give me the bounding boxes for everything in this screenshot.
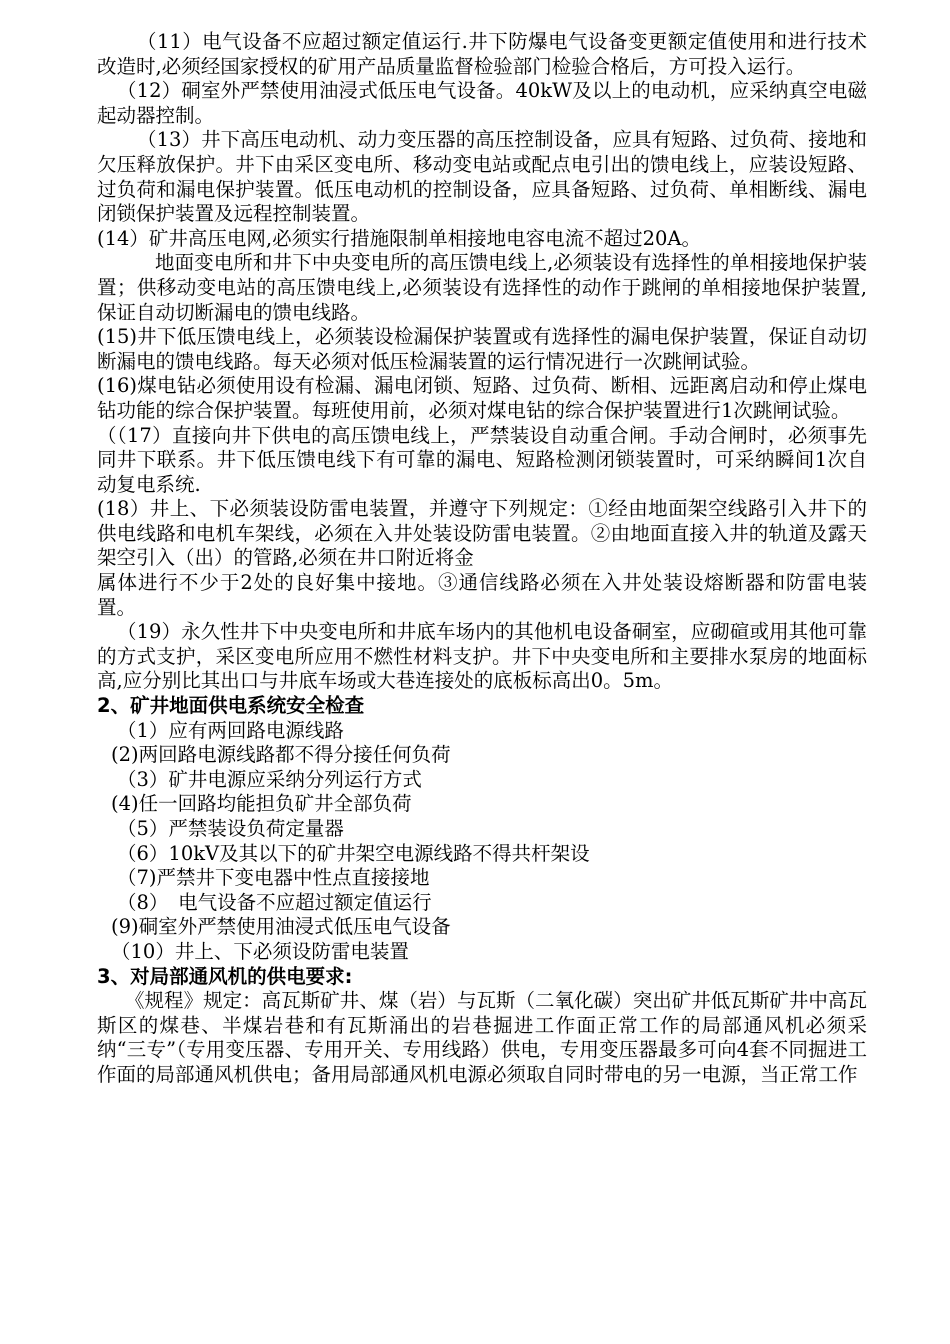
section-2-list [97, 719, 867, 965]
paragraph-item-19: （19）永久性井下中央变电所和井底车场内的其他机电设备硐室，应砌碹或用其他可靠的方式支护，采区变电所应用不燃性材料支护。井下中央变电所和主要排水泵房的地面标高,应分别比其出口与井底车场或大巷连接处的底板标高出0。5m。 [97, 620, 867, 693]
section-3-heading: 3、对局部通风机的供电要求: [97, 964, 353, 988]
list-item: （1）应有两回路电源线路 [117, 718, 344, 742]
list-item: （8） 电气设备不应超过额定值运行 [117, 890, 432, 914]
list-item: （3）矿井电源应采纳分列运行方式 [117, 767, 422, 791]
paragraph-item-14-continued: 地面变电所和井下中央变电所的高压馈电线上,必须装设有选择性的单相接地保护装置；供移动变电站的高压馈电线上,必须装设有选择性的动作于跳闸的单相接地保护装置,保证自动切断漏电的馈电线路。 [97, 251, 867, 324]
list-item: （6）10kV及其以下的矿井架空电源线路不得共杆架设 [117, 841, 590, 865]
section-2-heading: 2、矿井地面供电系统安全检查 [97, 694, 365, 718]
paragraph-item-12: （12）硐室外严禁使用油浸式低压电气设备。40kW及以上的电动机，应采纳真空电磁起动器控制。 [97, 79, 867, 127]
paragraph-item-15: (15)井下低压馈电线上，必须装设检漏保护装置或有选择性的漏电保护装置，保证自动切断漏电的馈电线路。每天必须对低压检漏装置的运行情况进行一次跳闸试验。 [97, 325, 867, 373]
paragraph-item-14: (14）矿井高压电网,必须实行措施限制单相接地电容电流不超过20A。 [97, 226, 702, 250]
paragraph-item-11: （11）电气设备不应超过额定值运行.井下防爆电气设备变更额定值使用和进行技术改造时,必须经国家授权的矿用产品质量监督检验部门检验合格后，方可投入运行。 [97, 30, 867, 78]
section-3-body: 《规程》规定：高瓦斯矿井、煤（岩）与瓦斯（二氧化碳）突出矿井低瓦斯矿井中高瓦斯区的煤巷、半煤岩巷和有瓦斯涌出的岩巷掘进工作面正常工作的局部通风机必须采纳“三专”（专用变压器、专用开关、专用线路）供电，专用变压器最多可向4套不同掘进工作面的局部通风机供电；备用局部通风机电源必须取自同时带电的另一电源，当正常工作 [97, 989, 867, 1086]
list-item: （10）井上、下必须设防雷电装置 [111, 939, 409, 963]
paragraph-item-16: (16)煤电钻必须使用设有检漏、漏电闭锁、短路、过负荷、断相、远距离启动和停止煤电钻功能的综合保护装置。每班使用前，必须对煤电钻的综合保护装置进行1次跳闸试验。 [97, 374, 867, 422]
list-item: （5）严禁装设负荷定量器 [117, 817, 344, 840]
list-item: (9)硐室外严禁使用油浸式低压电气设备 [111, 915, 451, 939]
paragraph-item-13: （13）井下高压电动机、动力变压器的高压控制设备，应具有短路、过负荷、接地和欠压释放保护。井下由采区变电所、移动变电站或配点电引出的馈电线上，应装设短路、过负荷和漏电保护装置。低压电动机的控制设备，应具备短路、过负荷、单相断线、漏电闭锁保护装置及远程控制装置。 [97, 128, 867, 226]
document-page [97, 30, 867, 1088]
list-item: (4)任一回路均能担负矿井全部负荷 [111, 792, 412, 816]
paragraph-item-18-continued: 属体进行不少于2处的良好集中接地。③通信线路必须在入井处装设熔断器和防雷电装置。 [97, 571, 867, 619]
paragraph-item-17: （（17）直接向井下供电的高压馈电线上，严禁装设自动重合闸。手动合闸时，必须事先同井下联系。井下低压馈电线下有可靠的漏电、短路检测闭锁装置时，可采纳瞬间1次自动复电系统. [97, 423, 867, 496]
paragraph-item-18: (18）井上、下必须装设防雷电装置，并遵守下列规定：①经由地面架空线路引入井下的供电线路和电机车架线，必须在入井处装设防雷电装置。②由地面直接入井的轨道及露天架空引入（出）的管路,必须在井口附近将金 [97, 497, 867, 570]
list-item: (2)两回路电源线路都不得分接任何负荷 [111, 743, 451, 767]
list-item: （7)严禁井下变电器中性点直接接地 [117, 866, 430, 890]
